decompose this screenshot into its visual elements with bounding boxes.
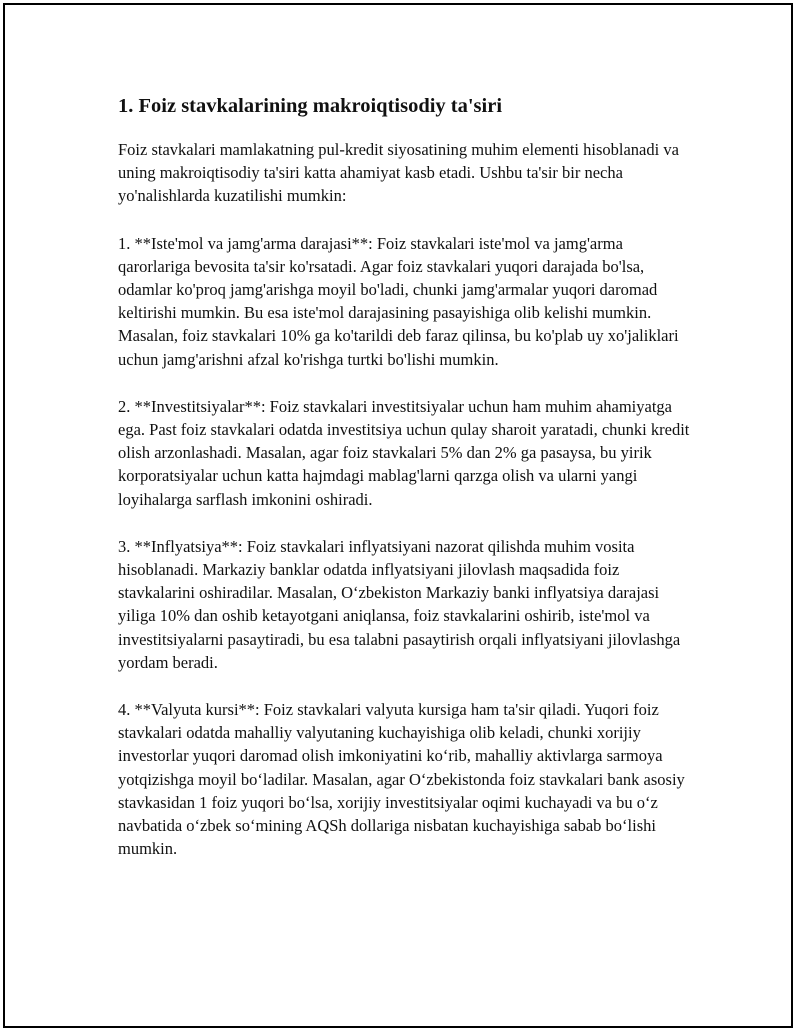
paragraph-intro: Foiz stavkalari mamlakatning pul-kredit siyosatining muhim elementi hisoblanadi va uning makroiqtisodiy ta'siri katta ahamiyat kasb etadi. Ushbu ta'sir bir necha yo'nalishlarda kuzatilishi mumkin: (118, 140, 679, 206)
paragraph-consumption-savings: 1. **Iste'mol va jamg'arma darajasi**: Foiz stavkalari iste'mol va jamg'arma qarorlariga bevosita ta'sir ko'rsatadi. Agar foiz stavkalari yuqori darajada bo'lsa, odamlar ko'proq jamg'arishga moyil bo'ladi, chunki jamg'armalar yuqori daromad keltirishi mumkin. Bu esa iste'mol darajasining pasayishiga olib kelishi mumkin. Masalan, foiz stavkalari 10% ga ko'tarildi deb faraz qilinsa, bu ko'plab uy xo'jaliklari uchun jamg'arishni afzal ko'rishga turtki bo'lishi mumkin. (118, 233, 679, 369)
paragraph-inflation: 3. **Inflyatsiya**: Foiz stavkalari inflyatsiyani nazorat qilishda muhim vosita hisoblanadi. Markaziy banklar odatda inflyatsiyani jilovlash maqsadida foiz stavkalarini oshiradilar. Masalan, O‘zbekiston Markaziy banki inflyatsiya darajasi yiliga 10% dan oshib ketayotgani aniqlansa, foiz stavkalarini oshirib, iste'mol va investitsiyalarni pasaytiradi, bu esa talabni pasaytirish orqali inflyatsiyani jilovlashga yordam beradi. (118, 536, 681, 672)
document-body (118, 92, 690, 884)
paragraph-investments: 2. **Investitsiyalar**: Foiz stavkalari investitsiyalar uchun ham muhim ahamiyatga ega. Past foiz stavkalari odatda investitsiya uchun qulay sharoit yaratadi, chunki kredit olish arzonlashadi. Masalan, agar foiz stavkalari 5% dan 2% ga pasaysa, bu yirik korporatsiyalar uchun katta hajmdagi mablag'larni qarzga olish va ularni yangi loyihalarga sarflash imkonini oshiradi. (118, 396, 690, 509)
paragraph-exchange-rate: 4. **Valyuta kursi**: Foiz stavkalari valyuta kursiga ham ta'sir qiladi. Yuqori foiz stavkalari odatda mahalliy valyutaning kuchayishiga olib keladi, chunki xorijiy investorlar yuqori daromad olish imkoniyatini ko‘rib, mahalliy aktivlarga sarmoya yotqizishga moyil bo‘ladilar. Masalan, agar O‘zbekistonda foiz stavkalari bank asosiy stavkasidan 1 foiz yuqori bo‘lsa, xorijiy investitsiyalar oqimi kuchayadi va bu o‘z navbatida o‘zbek so‘mining AQSh dollariga nisbatan kuchayishiga sabab bo‘lishi mumkin. (118, 700, 685, 859)
section-heading: 1. Foiz stavkalarining makroiqtisodiy ta'siri (118, 95, 503, 117)
